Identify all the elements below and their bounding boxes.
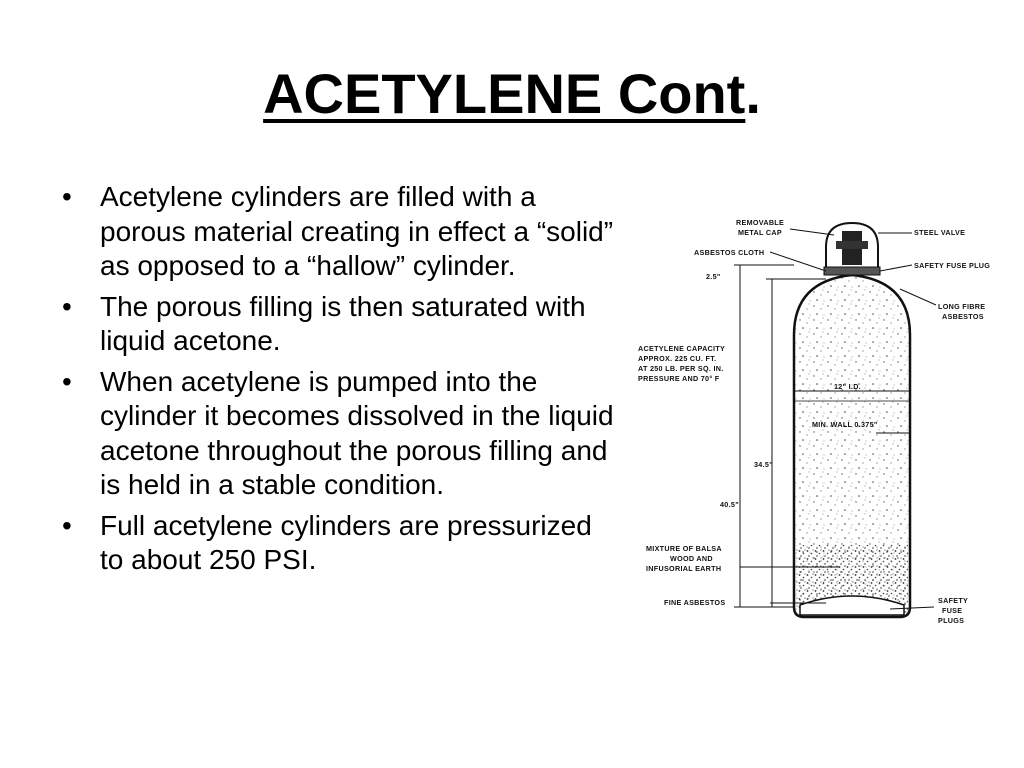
bullet-dot-icon: • <box>62 509 72 541</box>
bullet-item <box>62 509 622 578</box>
label-mixture-3: INFUSORIAL EARTH <box>646 564 722 573</box>
metal-cap <box>824 223 880 275</box>
bullet-dot-icon: • <box>62 365 72 397</box>
label-mixture-2: WOOD AND <box>670 554 713 563</box>
label-asbestos-cloth: ASBESTOS CLOTH <box>694 248 765 257</box>
acetylene-cylinder-diagram <box>630 205 990 630</box>
label-capacity-3: AT 250 LB. PER SQ. IN. <box>638 364 724 373</box>
label-removable: REMOVABLE <box>736 218 785 227</box>
label-dim-mid: 34.5" <box>754 460 773 469</box>
label-long-fibre: LONG FIBRE <box>938 302 986 311</box>
label-long-fibre-2: ASBESTOS <box>942 312 984 321</box>
label-fine-asbestos: FINE ASBESTOS <box>664 598 726 607</box>
label-capacity-1: ACETYLENE CAPACITY <box>638 344 726 353</box>
bullet-list <box>62 180 622 584</box>
label-min-wall: MIN. WALL 0.375" <box>812 420 878 429</box>
label-bottom-plugs-3: PLUGS <box>938 616 965 625</box>
bullet-item <box>62 180 622 284</box>
label-dim-top: 2.5" <box>706 272 721 281</box>
bullet-text: The porous filling is then saturated with liquid acetone. <box>100 290 586 356</box>
bullet-text: Full acetylene cylinders are pressurized to about 250 PSI. <box>100 509 592 575</box>
slide-title-period: . <box>745 62 761 125</box>
slide-title-text: ACETYLENE Cont <box>263 62 746 125</box>
bullet-text: Acetylene cylinders are filled with a porous material creating in effect a “solid” as opposed to a “hallow” cylinder. <box>100 181 614 281</box>
label-bottom-plugs-2: FUSE <box>942 606 963 615</box>
bullet-item <box>62 290 622 359</box>
bullet-text: When acetylene is pumped into the cylinder it becomes dissolved in the liquid acetone throughout the porous filling and is held in a stable condition. <box>100 365 614 500</box>
label-safety-fuse-plug: SAFETY FUSE PLUG <box>914 261 990 270</box>
label-capacity-4: PRESSURE AND 70° F <box>638 374 720 383</box>
label-steel-valve: STEEL VALVE <box>914 228 966 237</box>
slide-title <box>0 58 1024 130</box>
bullet-dot-icon: • <box>62 290 72 322</box>
label-mixture-1: MIXTURE OF BALSA <box>646 544 722 553</box>
bullet-item <box>62 365 622 503</box>
label-inner-diameter: 12" I.D. <box>834 382 861 391</box>
label-capacity-2: APPROX. 225 CU. FT. <box>638 354 717 363</box>
cylinder-body <box>794 275 910 617</box>
label-bottom-plugs-1: SAFETY <box>938 596 969 605</box>
label-dim-total: 40.5" <box>720 500 739 509</box>
label-metal-cap: METAL CAP <box>738 228 782 237</box>
bullet-dot-icon: • <box>62 181 72 212</box>
